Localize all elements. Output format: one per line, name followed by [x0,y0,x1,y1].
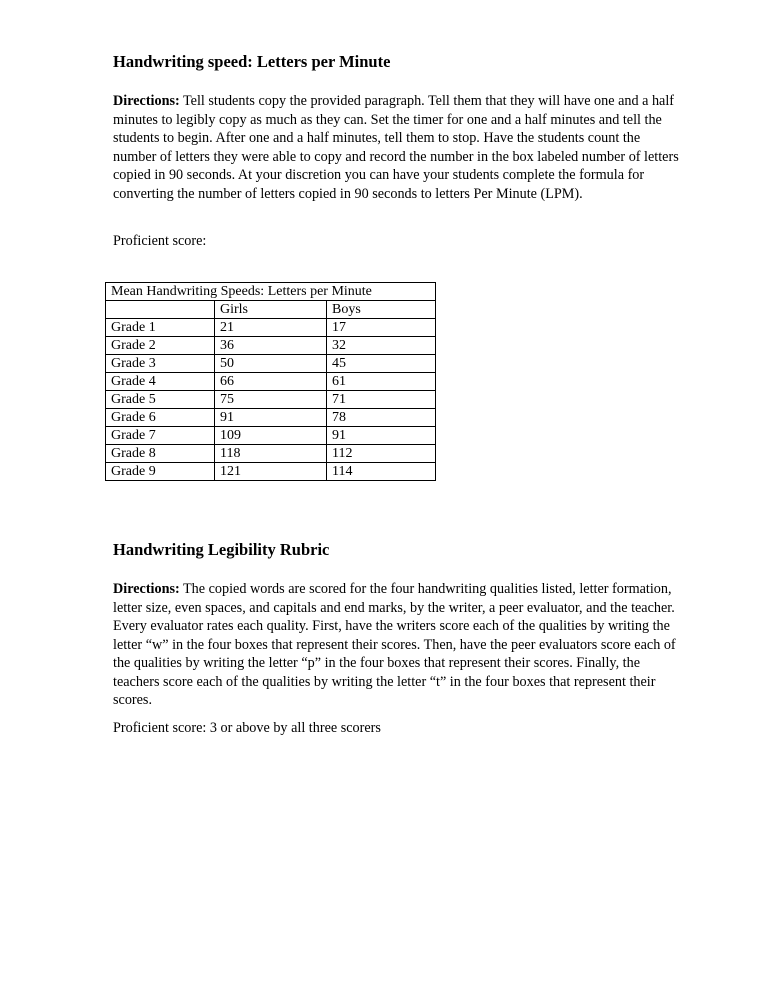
cell-boys: 114 [327,463,436,481]
table-caption: Mean Handwriting Speeds: Letters per Minute [106,283,436,301]
directions-label: Directions: [113,581,180,597]
cell-grade: Grade 4 [106,373,215,391]
cell-grade: Grade 7 [106,427,215,445]
table-row [106,445,436,463]
cell-girls: 66 [215,373,327,391]
cell-grade: Grade 6 [106,409,215,427]
table-row [106,337,436,355]
cell-grade: Grade 5 [106,391,215,409]
section-title-speed: Handwriting speed: Letters per Minute [113,52,391,71]
header-grade [106,301,215,319]
directions-text: Tell students copy the provided paragraph. Tell them that they will have one and a half minutes to legibly copy as much as they can. Set the timer for one and a half minutes and tell the students to begin. After one and a half minutes, tell them to stop. Have the students count the number of letters they were able to copy and record the number in the box labeled number of letters copied in 90 seconds. At your discretion you can have your students complete the formula for converting the number of letters copied in 90 seconds to letters Per Minute (LPM). [113,93,679,202]
directions-speed [113,92,683,203]
directions-text: The copied words are scored for the four handwriting qualities listed, letter formation, letter size, even spaces, and capitals and end marks, by the writer, a peer evaluator, and the teacher. Every evaluator rates each quality. First, have the writers score each of the qualities by writing the letter “w” in the four boxes that represent their scores. Then, have the peer evaluators score each of the qualities by writing the letter “p” in the four boxes that represent their scores. Finally, the teachers score each of the qualities by writing the letter “t” in the four boxes that represent their scores. [113,581,676,708]
table-row [106,373,436,391]
table-row [106,427,436,445]
speeds-table [105,282,436,481]
cell-grade: Grade 3 [106,355,215,373]
cell-boys: 32 [327,337,436,355]
table-row [106,409,436,427]
cell-girls: 75 [215,391,327,409]
cell-boys: 91 [327,427,436,445]
proficient-score-speed: Proficient score: [113,233,207,249]
cell-grade: Grade 8 [106,445,215,463]
table-row [106,319,436,337]
table-row [106,463,436,481]
cell-girls: 50 [215,355,327,373]
cell-boys: 61 [327,373,436,391]
header-boys: Boys [327,301,436,319]
cell-grade: Grade 1 [106,319,215,337]
cell-boys: 45 [327,355,436,373]
cell-girls: 118 [215,445,327,463]
table-row [106,391,436,409]
cell-grade: Grade 2 [106,337,215,355]
header-girls: Girls [215,301,327,319]
cell-boys: 71 [327,391,436,409]
cell-boys: 17 [327,319,436,337]
directions-label: Directions: [113,93,180,109]
cell-girls: 91 [215,409,327,427]
section-title-rubric: Handwriting Legibility Rubric [113,540,330,559]
cell-girls: 21 [215,319,327,337]
table-header-row [106,301,436,319]
cell-girls: 109 [215,427,327,445]
directions-rubric [113,580,683,710]
cell-grade: Grade 9 [106,463,215,481]
cell-boys: 112 [327,445,436,463]
table-row [106,355,436,373]
proficient-score-rubric: Proficient score: 3 or above by all three scorers [113,720,381,736]
table-caption-row [106,283,436,301]
cell-girls: 121 [215,463,327,481]
cell-girls: 36 [215,337,327,355]
cell-boys: 78 [327,409,436,427]
